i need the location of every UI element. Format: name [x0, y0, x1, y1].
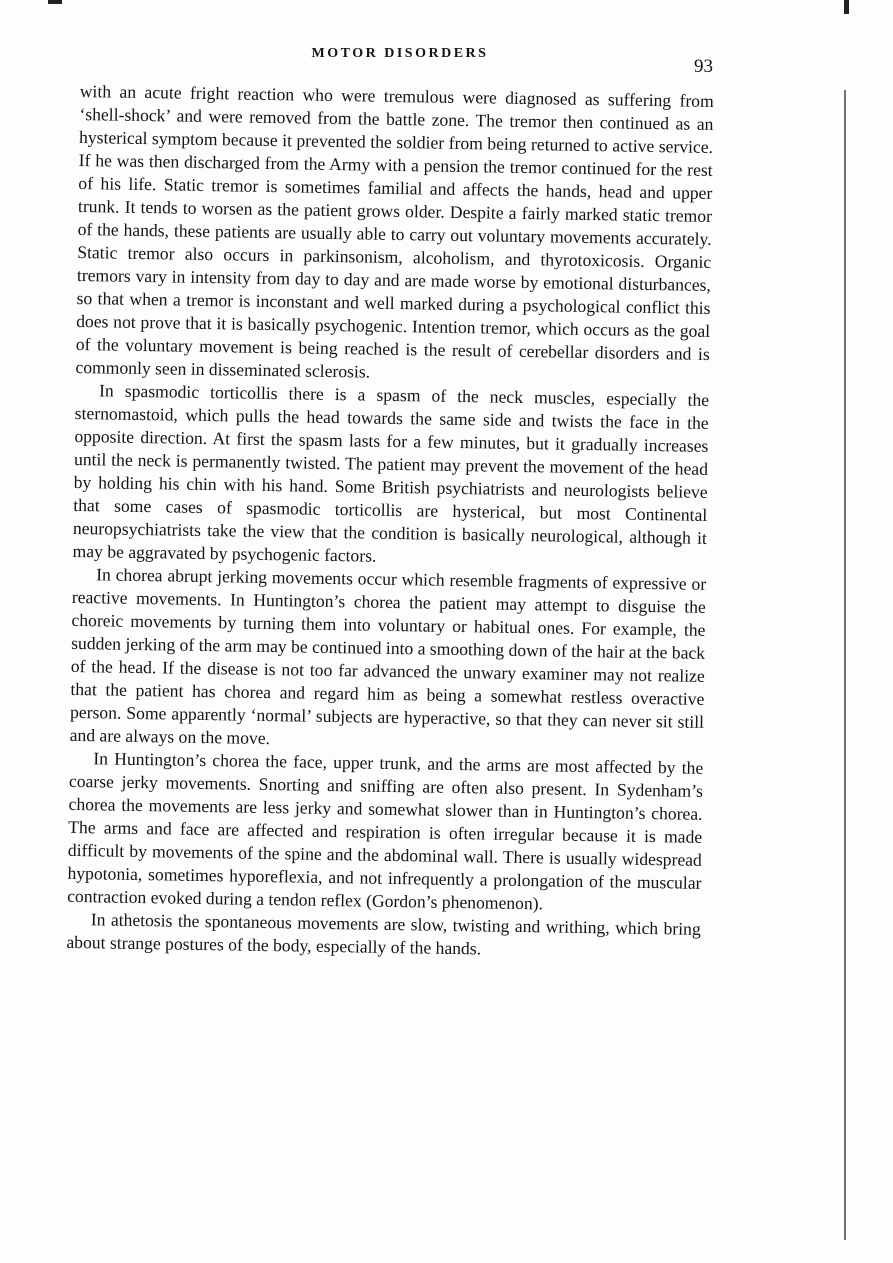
running-header-title: MOTOR DISORDERS	[311, 46, 489, 61]
paragraph: with an acute fright reaction who were tremulous were diagnosed as suffering from ‘shell-shock’ and were removed from the battle zone. The tremor then continued as an hysterical symptom because it prevented the soldier from being returned to active service. If he was then discharged from the Army with a pension the tremor continued for the rest of his life. Static tremor is sometimes familial and affects the hands, head and upper trunk. It tends to worsen as the patient grows older. Despite a fairly marked static tremor of the hands, these patients are usually able to carry out voluntary movements accurately. Static tremor also occurs in parkinsonism, alcoholism, and thyrotoxicosis. Organic tremors vary in intensity from day to day and are made worse by emotional disturbances, so that when a tremor is inconstant and well marked during a psychological conflict this does not prove that it is basically psychogenic. Intention tremor, which occurs as the goal of the voluntary movement is being reached is the result of cerebellar disorders and is commonly seen in disseminated sclerosis.	[75, 80, 714, 382]
paragraph: In chorea abrupt jerking movements occur which resemble fragments of expressive or reactive movements. In Huntington’s chorea the patient may attempt to disguise the choreic movements by turning them into voluntary or habitual ones. For example, the sudden jerking of the arm may be continued into a smoothing down of the hair at the back of the head. If the disease is not too far advanced the unwary examiner may not realize that the patient has chorea and regard him as being a somewhat restless overactive person. Some apparently ‘normal’ subjects are hyperactive, so that they can never sit still and are always on the move.	[69, 564, 707, 749]
scan-artifact-mark	[48, 0, 62, 4]
paragraph: In Huntington’s chorea the face, upper trunk, and the arms are most affected by the coarse jerky movements. Snorting and sniffing are often also present. In Sydenham’s chorea the movements are less jerky and somewhat slower than in Huntington’s chorea. The arms and face are affected and respiration is often irregular because it is made difficult by movements of the spine and the abdominal wall. There is usually widespread hypotonia, sometimes hyporeflexia, and not infrequently a prolongation of the muscular contraction evoked during a tendon reflex (Gordon’s phenomenon).	[67, 748, 704, 914]
page-number: 93	[694, 56, 713, 77]
body-text	[66, 80, 714, 964]
paragraph: In spasmodic torticollis there is a spasm of the neck muscles, especially the sternomastoid, which pulls the head towards the same side and twists the face in the opposite direction. At first the spasm lasts for a few minutes, but it gradually increases until the neck is permanently twisted. The patient may prevent the movement of the head by holding his chin with his hand. Some British psychiatrists and neurologists believe that some cases of spasmodic torticollis are hysterical, but most Continental neuropsychiatrists take the view that the condition is basically neurological, although it may be aggravated by psychogenic factors.	[72, 380, 710, 566]
scan-artifact-mark	[844, 0, 849, 14]
paragraph: In athetosis the spontaneous movements are slow, twisting and writhing, which bring about strange postures of the body, especially of the hands.	[66, 909, 701, 959]
scan-page-edge	[844, 90, 846, 1240]
